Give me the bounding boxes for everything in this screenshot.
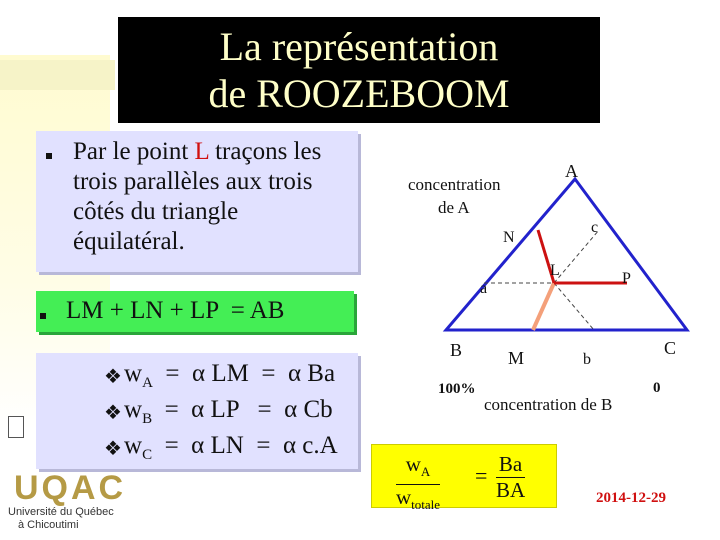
diamond-bullet-icon: ❖ [104,366,122,388]
label-concentration-b: concentration de B [484,395,613,414]
bullet-marker-2 [40,313,46,319]
vertex-b-label: B [450,340,463,360]
fraction-equals: = [475,463,488,488]
bullet-point-label: L [194,138,209,165]
point-c-label: c [591,219,599,236]
title-line-2: de ROOZEBOOM [208,71,510,116]
label-concentration-a-1: concentration [408,175,501,194]
slide-date: 2014-12-29 [596,490,666,506]
equation-wa: ❖ $w_A = \alpha$ LM = α Ba [104,360,336,391]
label-100-percent: 100% [438,381,476,397]
fraction-box [371,444,557,513]
equation-wc: ❖ $w_C = \alpha$ LN = α c.A [104,432,338,463]
bullet-text-after: traçons les trois parallèles aux trois côtés du triangle équilatéral. [73,138,322,255]
diamond-bullet-icon: ❖ [104,402,122,424]
point-p-label: P [622,270,631,287]
equation-main: LM + LN + LP = AB [66,297,285,324]
background-band [0,60,115,90]
fraction-left: $w_A$ $w_{totale}$ [396,452,441,513]
slide-title [118,17,600,123]
label-concentration-a-2: de A [438,198,470,217]
point-n-label: N [503,229,515,246]
side-marker [8,416,24,438]
point-l-label: L [550,262,560,279]
vertex-a-label: A [565,161,578,181]
triangle-outline [446,179,687,330]
bullet-text-before: Par le point [73,138,195,165]
bullet-text-1 [73,137,353,257]
dashed-line-lc [554,230,599,283]
equation-wb: ❖ $w_B = \alpha$ LP = α Cb [104,396,333,427]
point-a-label: a [480,280,488,297]
uqac-logo: UQAC Université du Québec à Chicoutimi [8,469,127,531]
vertex-c-label: C [664,338,677,358]
dashed-line-lb [554,283,594,330]
bullet-marker-1 [46,153,52,159]
label-zero: 0 [653,380,661,396]
segment-lm [533,283,554,330]
title-line-1: La représentation [219,24,499,69]
roozeboom-triangle-diagram [395,135,695,420]
diamond-bullet-icon: ❖ [104,438,122,460]
point-m-label: M [508,348,525,368]
fraction-right: $\frac{Ba}{BA}$ [496,452,526,502]
point-b-label: b [583,351,591,368]
